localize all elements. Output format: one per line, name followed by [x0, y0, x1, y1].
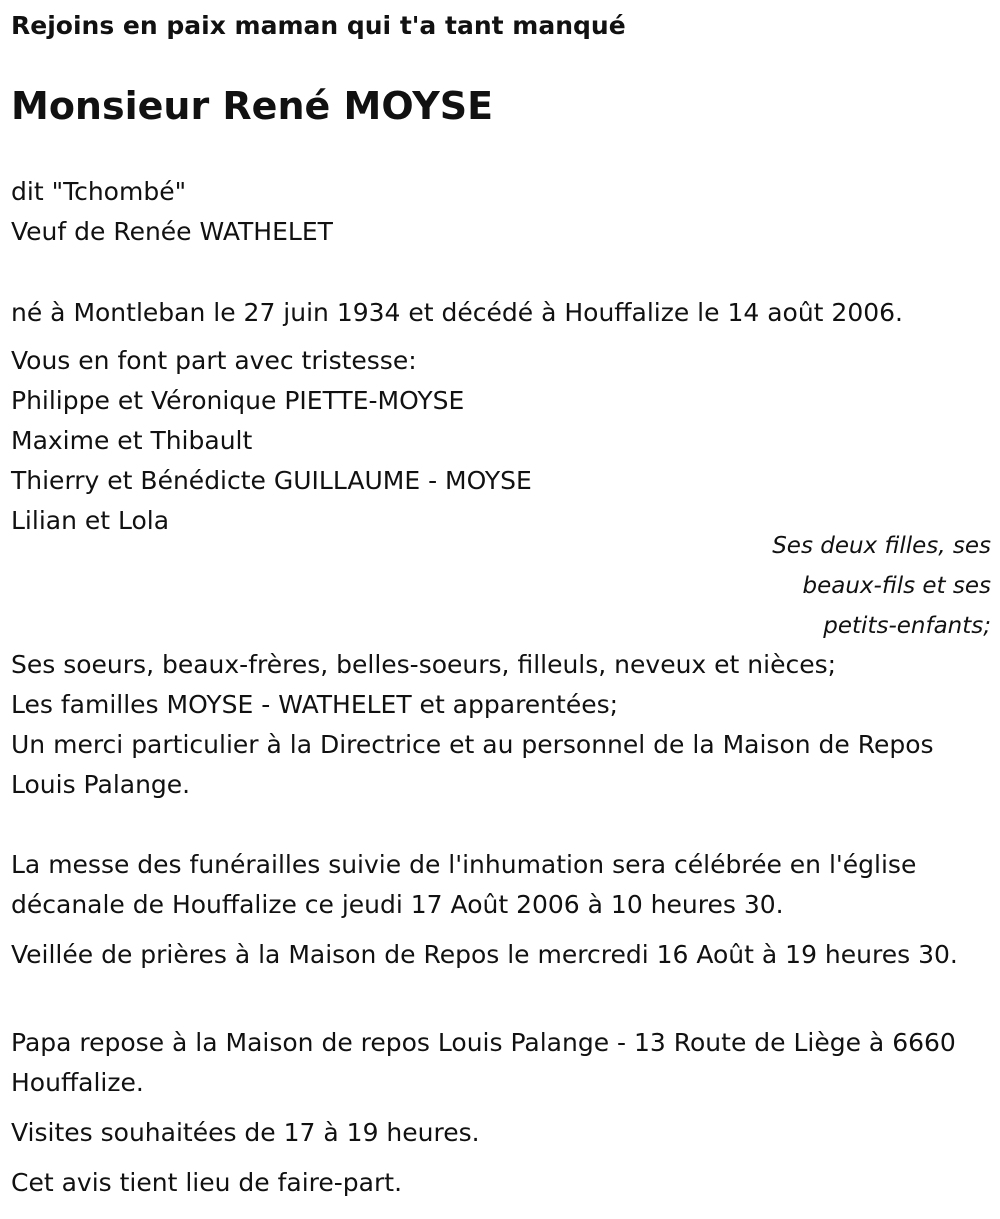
family-line: Lilian et Lola: [11, 506, 170, 535]
notice-line: Cet avis tient lieu de faire-part.: [11, 1168, 403, 1197]
thanks-paragraph: Un merci particulier à la Directrice et au personnel de la Maison de Repos Louis Palange.: [11, 730, 934, 799]
vigil-paragraph: Veillée de prières à la Maison de Repos le mercredi 16 Août à 19 heures 30.: [11, 940, 958, 969]
relatives-line: Les familles MOYSE - WATHELET et apparentées;: [11, 690, 619, 719]
relatives-line: Ses soeurs, beaux-frères, belles-soeurs, filleuls, neveux et nièces;: [11, 650, 837, 679]
epitaph-heading: Rejoins en paix maman qui t'a tant manqué: [11, 11, 626, 40]
visits-line: Visites souhaitées de 17 à 19 heures.: [11, 1118, 480, 1147]
nickname: dit "Tchombé": [11, 177, 187, 206]
family-line: Maxime et Thibault: [11, 426, 253, 455]
deceased-name: Monsieur René MOYSE: [11, 84, 494, 128]
family-relation: Ses deux filles, ses beaux-fils et ses petits-enfants;: [772, 533, 991, 639]
widower-of: Veuf de Renée WATHELET: [11, 217, 333, 246]
announcement-intro: Vous en font part avec tristesse:: [11, 346, 417, 375]
family-line: Thierry et Bénédicte GUILLAUME - MOYSE: [11, 466, 532, 495]
birth-death-line: né à Montleban le 27 juin 1934 et décédé à Houffalize le 14 août 2006.: [11, 298, 903, 327]
funeral-mass-paragraph: La messe des funérailles suivie de l'inhumation sera célébrée en l'église décanale de Houffalize ce jeudi 17 Août 2006 à 10 heures 30.: [11, 850, 917, 919]
resting-place-paragraph: Papa repose à la Maison de repos Louis Palange - 13 Route de Liège à 6660 Houffalize.: [11, 1028, 956, 1097]
family-line: Philippe et Véronique PIETTE-MOYSE: [11, 386, 465, 415]
